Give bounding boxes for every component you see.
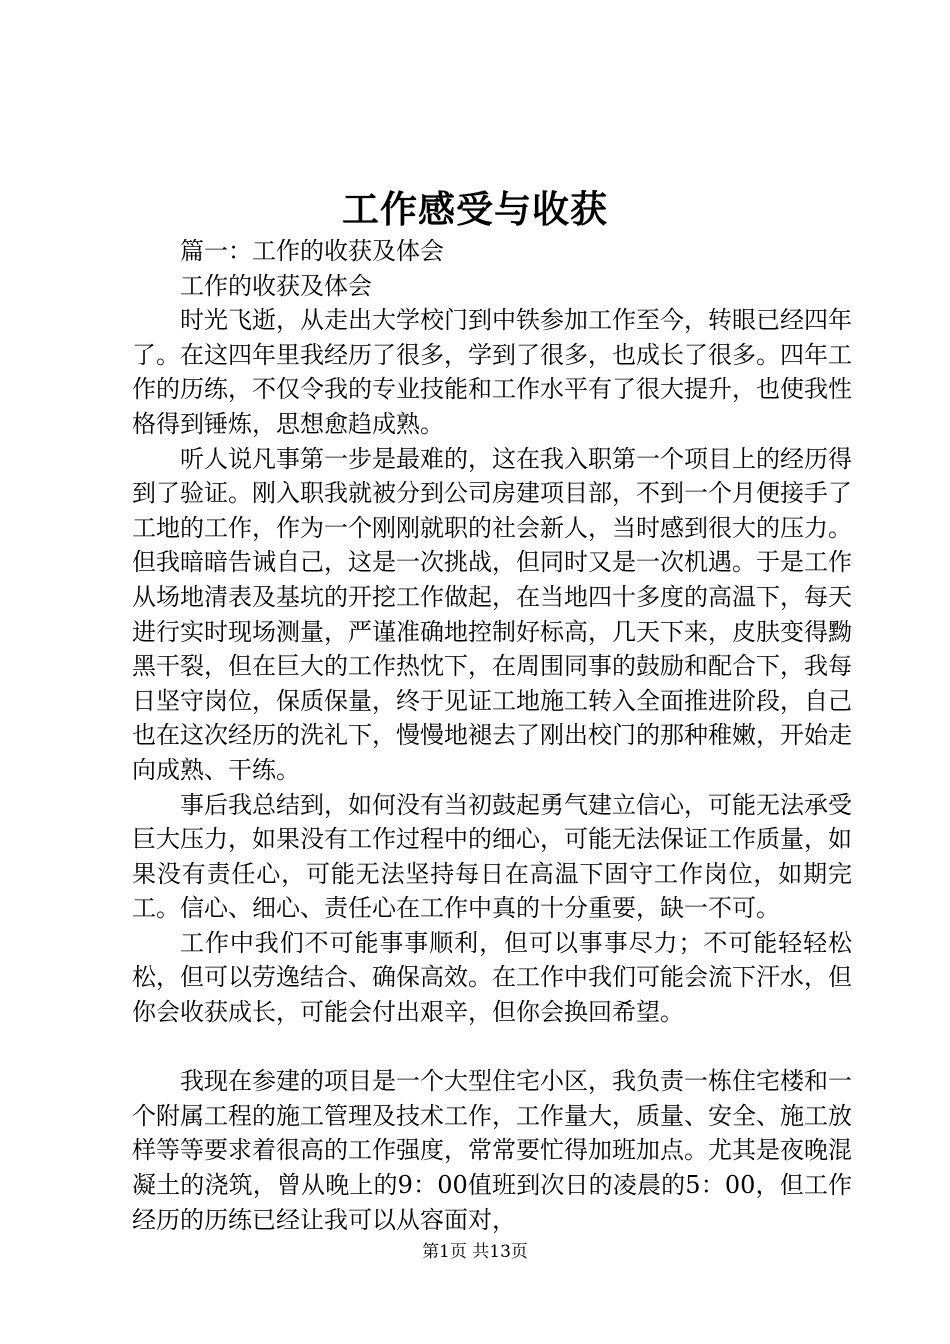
paragraph-spacer xyxy=(132,1030,852,1065)
paragraph-3: 事后我总结到，如何没有当初鼓起勇气建立信心，可能无法承受巨大压力，如果没有工作过程中的细心，可能无法保证工作质量，如果没有责任心，可能无法坚持每日在高温下固守工作岗位，如期完工。信心、细心、责任心在工作中真的十分重要，缺一不可。 xyxy=(132,790,852,923)
document-title: 工作感受与收获 xyxy=(342,187,608,231)
section-heading: 篇一：工作的收获及体会 xyxy=(180,237,444,265)
paragraph-5: 我现在参建的项目是一个大型住宅小区，我负责一栋住宅楼和一个附属工程的施工管理及技术工作，工作量大，质量、安全、施工放样等等要求着很高的工作强度，常常要忙得加班加点。尤其是夜晚混凝土的浇筑，曾从晚上的9：00值班到次日的凌晨的5：00，但工作经历的历练已经让我可以从容面对， xyxy=(132,1067,852,1234)
document-body xyxy=(132,234,852,1237)
paragraph-4: 工作中我们不可能事事顺利，但可以事事尽力；不可能轻轻松松，但可以劳逸结合、确保高效。在工作中我们可能会流下汗水，但你会收获成长，可能会付出艰辛，但你会换回希望。 xyxy=(132,928,852,1027)
paragraph-1: 时光飞逝，从走出大学校门到中铁参加工作至今，转眼已经四年了。在这四年里我经历了很多，学到了很多，也成长了很多。四年工作的历练，不仅令我的专业技能和工作水平有了很大提升，也使我性格得到锤炼，思想愈趋成熟。 xyxy=(132,306,852,438)
page-indicator: 第1页 共13页 xyxy=(422,1242,528,1262)
article-title: 工作的收获及体会 xyxy=(180,271,372,300)
paragraph-2: 听人说凡事第一步是最难的，这在我入职第一个项目上的经历得到了验证。刚入职我就被分到公司房建项目部，不到一个月便接手了工地的工作，作为一个刚刚就职的社会新人，当时感到很大的压力。但我暗暗告诫自己，这是一次挑战，但同时又是一次机遇。于是工作从场地清表及基坑的开挖工作做起，在当地四十多度的高温下，每天进行实时现场测量，严谨准确地控制好标高，几天下来，皮肤变得黝黑干裂，但在巨大的工作热忱下，在周围同事的鼓励和配合下，我每日坚守岗位，保质保量，终于见证工地施工转入全面推进阶段，自己也在这次经历的洗礼下，慢慢地褪去了刚出校门的那种稚嫩，开始走向成熟、干练。 xyxy=(132,444,852,784)
